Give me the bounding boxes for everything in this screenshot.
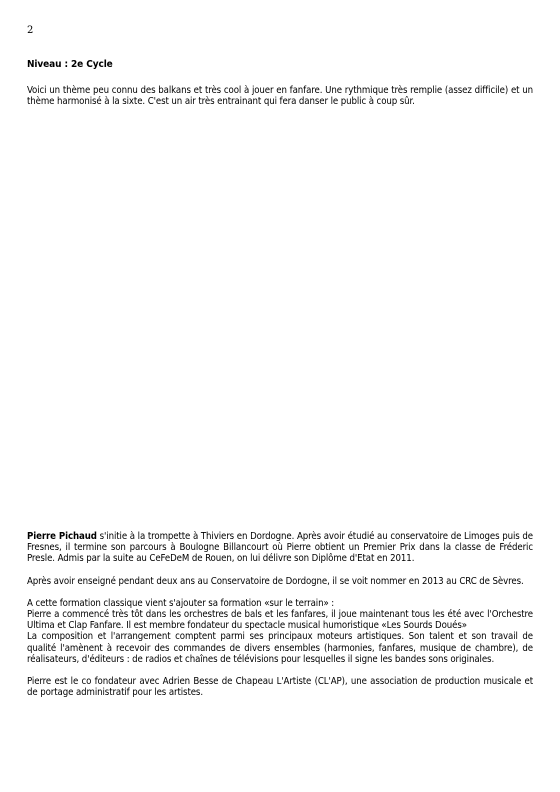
- page-number: 2: [27, 25, 34, 36]
- bio-paragraph-4: Pierre est le co fondateur avec Adrien Besse de Chapeau L'Artiste (CL'AP), une association de production musicale et de portage administratif pour les artistes.: [27, 676, 533, 699]
- composer-name: Pierre Pichaud: [27, 531, 97, 542]
- bio-paragraph-3-intro: A cette formation classique vient s'ajouter sa formation «sur le terrain» :: [27, 597, 335, 609]
- bio-paragraph-1-text: s'initie à la trompette à Thiviers en Dordogne. Après avoir étudié au conservatoire de Limoges puis de Fresnes, il termine son parcours à Boulogne Billancourt où Pierre obtient un Premier Prix dans la classe de Fréderic Presle. Admis par la suite au CeFeDeM de Rouen, on lui délivre son Diplôme d'Etat en 2011.: [27, 531, 533, 565]
- intro-paragraph: Voici un thème peu connu des balkans et très cool à jouer en fanfare. Une rythmique très remplie (assez difficile) et un thème harmonisé à la sixte. C'est un air très entrainant qui fera danser le public à coup sûr.: [27, 85, 533, 108]
- biography: [27, 531, 533, 709]
- bio-paragraph-1: [27, 531, 533, 565]
- level-heading: Niveau : 2e Cycle: [27, 59, 113, 70]
- bio-paragraph-2: Après avoir enseigné pendant deux ans au Conservatoire de Dordogne, il se voit nommer en 2013 au CRC de Sèvres.: [27, 575, 524, 587]
- bio-paragraph-3-bands: Pierre a commencé très tôt dans les orchestres de bals et les fanfares, il joue maintenant tous les été avec l'Orchestre Ultima et Clap Fanfare. Il est membre fondateur du spectacle musical humoristique «Les Sourds Doués»: [27, 609, 533, 632]
- bio-paragraph-3-composition: La composition et l'arrangement comptent parmi ses principaux moteurs artistiques. Son talent et son travail de qualité l'amènent à recevoir des commandes de divers ensembles (harmonies, fanfares, musique de chambre), de réalisateurs, d'éditeurs : de radios et chaînes de télévisions pour lesquelles il signe les bandes sons originales.: [27, 631, 533, 665]
